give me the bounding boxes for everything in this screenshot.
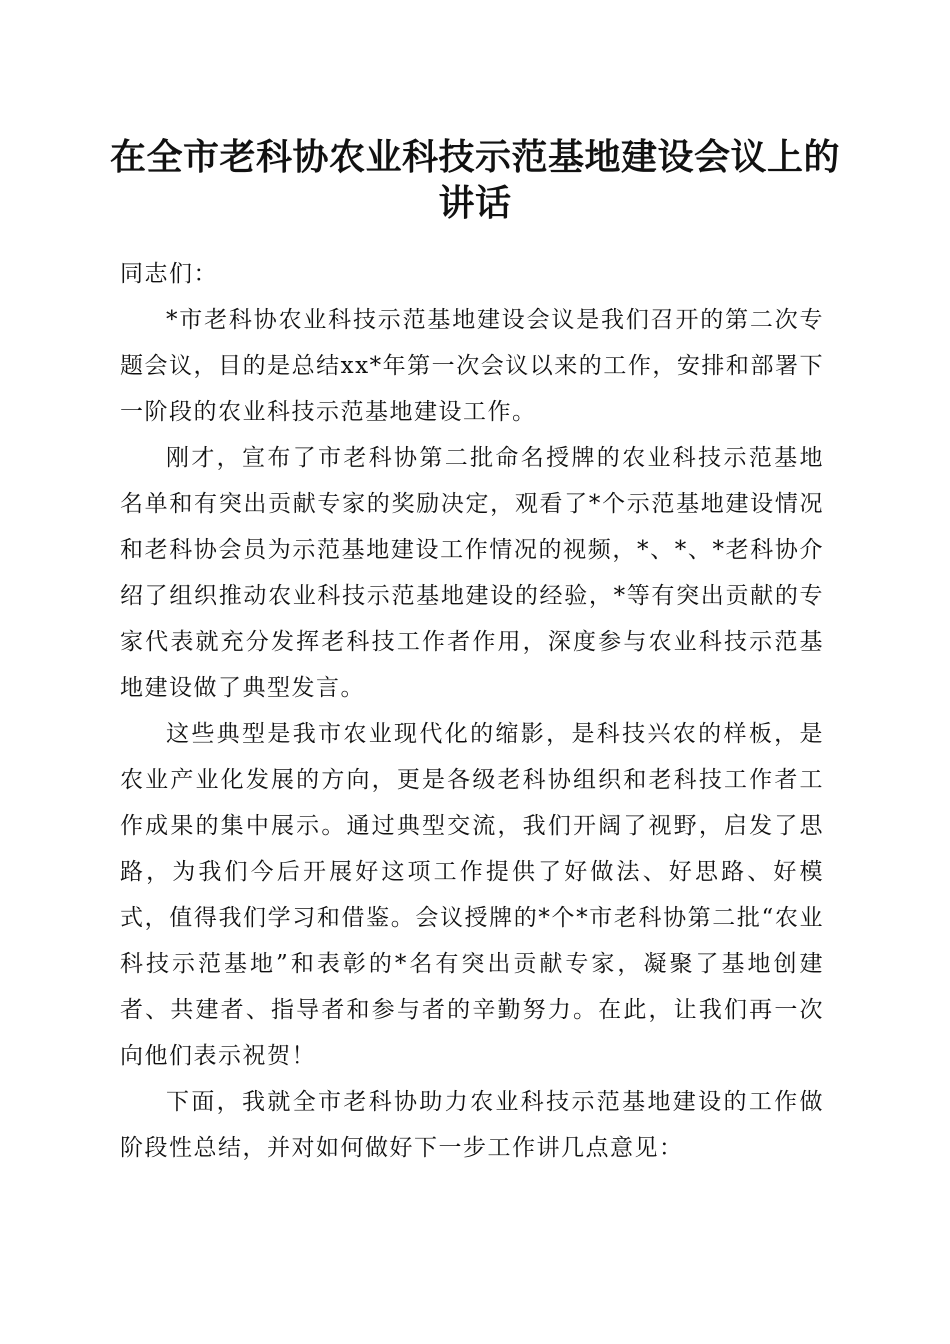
document-title: 在全市老科协农业科技示范基地建设会议上的讲话 bbox=[109, 136, 840, 224]
paragraph-transition: 下面，我就全市老科协助力农业科技示范基地建设的工作做阶段性总结，并对如何做好下一步工作讲几点意见： bbox=[120, 1089, 824, 1161]
paragraph-review: 刚才，宣布了市老科协第二批命名授牌的农业科技示范基地名单和有突出贡献专家的奖励决定，观看了*个示范基地建设情况和老科协会员为示范基地建设工作情况的视频，*、*、*老科协介绍了组织推动农业科技示范基地建设的经验，*等有突出贡献的专家代表就充分发挥老科技工作者作用，深度参与农业科技示范基地建设做了典型发言。 bbox=[120, 445, 824, 701]
document-body bbox=[120, 251, 824, 1171]
salutation: 同志们： bbox=[120, 261, 218, 287]
paragraph-significance: 这些典型是我市农业现代化的缩影，是科技兴农的样板，是农业产业化发展的方向，更是各级老科协组织和老科技工作者工作成果的集中展示。通过典型交流，我们开阔了视野，启发了思路，为我们今后开展好这项工作提供了好做法、好思路、好模式，值得我们学习和借鉴。会议授牌的*个*市老科协第二批“农业科技示范基地”和表彰的*名有突出贡献专家，凝聚了基地创建者、共建者、指导者和参与者的辛勤努力。在此，让我们再一次向他们表示祝贺！ bbox=[120, 721, 824, 1069]
paragraph-opening: *市老科协农业科技示范基地建设会议是我们召开的第二次专题会议，目的是总结xx*年第一次会议以来的工作，安排和部署下一阶段的农业科技示范基地建设工作。 bbox=[120, 307, 824, 425]
